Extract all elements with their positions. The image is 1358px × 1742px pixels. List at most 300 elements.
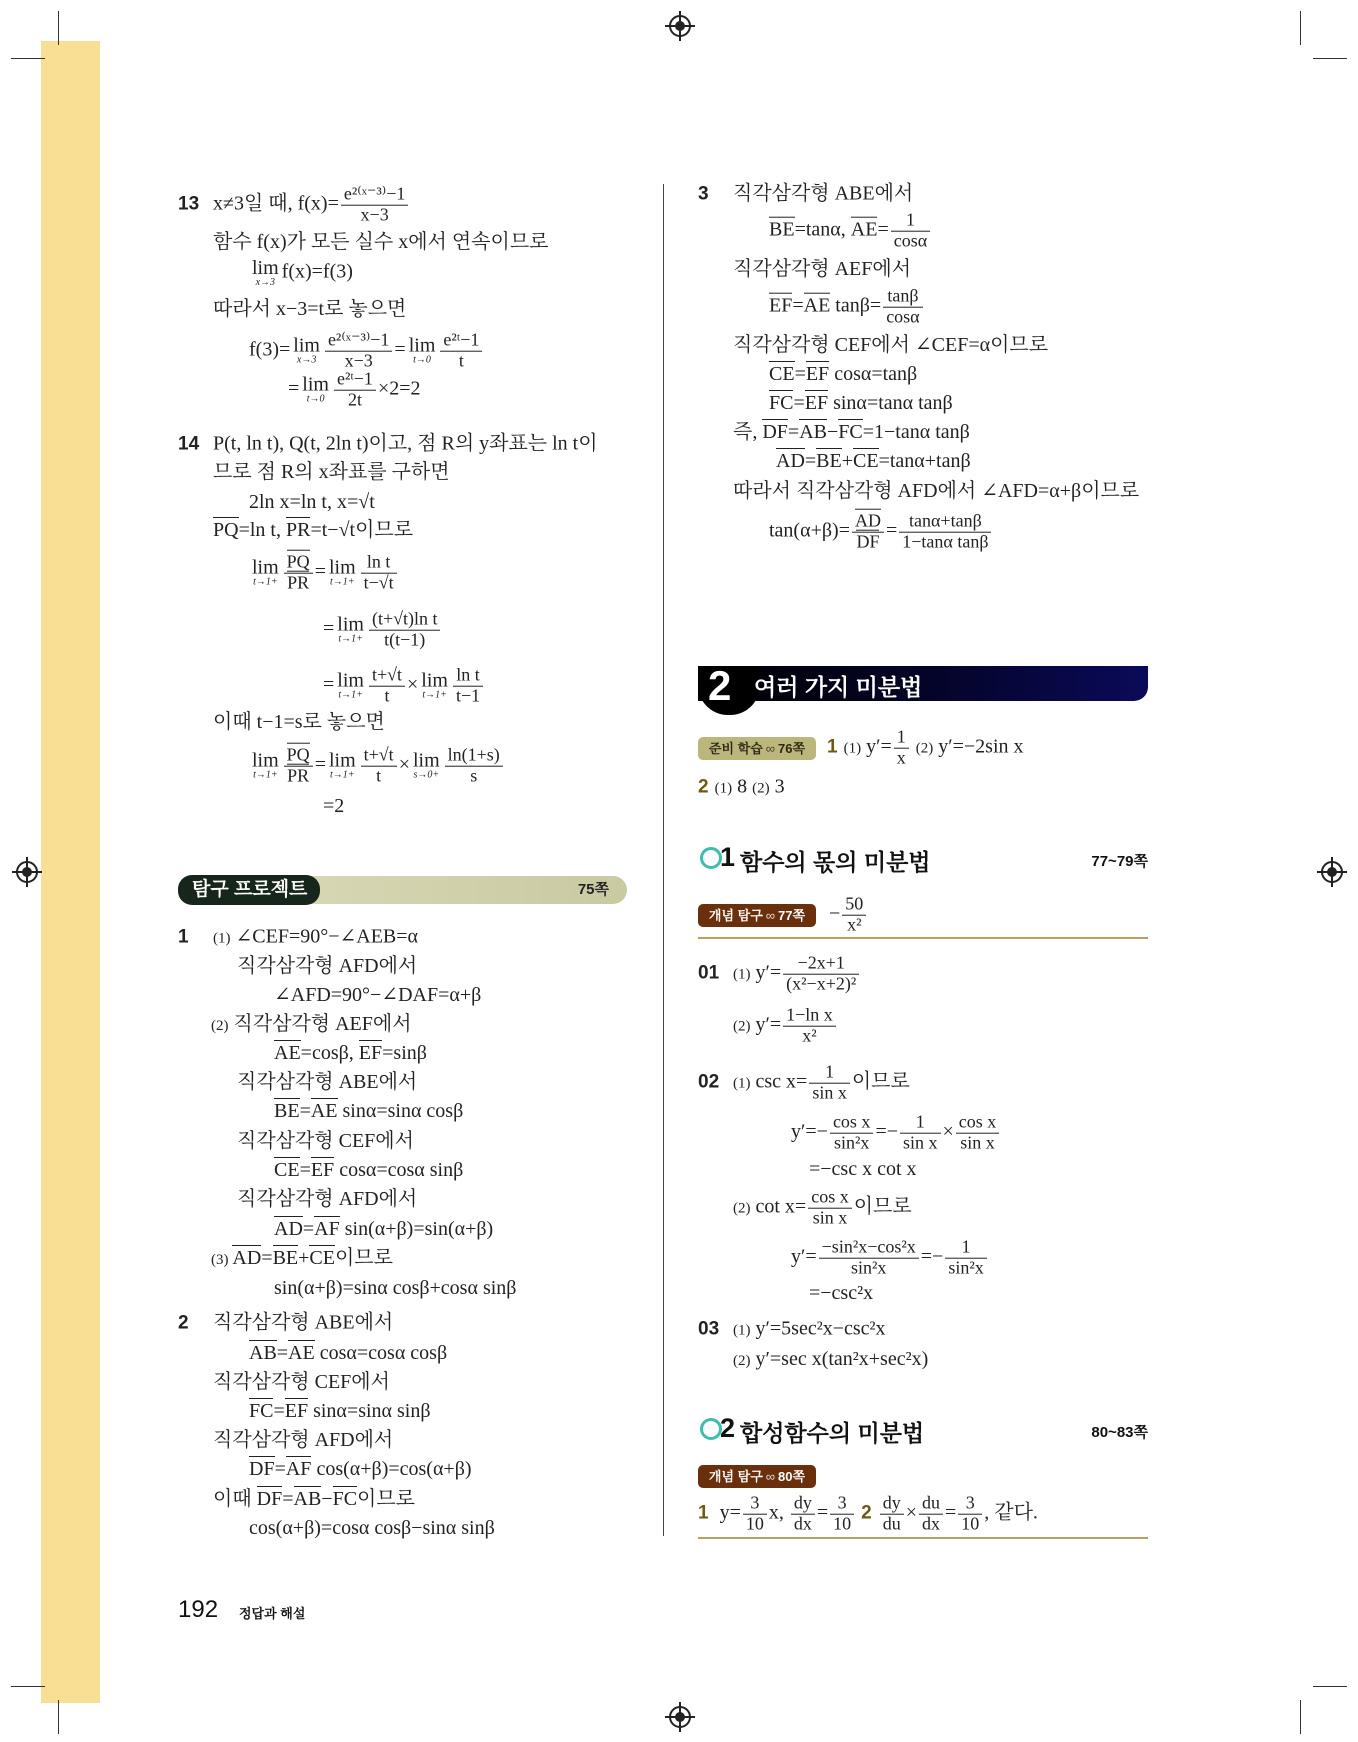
fraction-numerator <box>369 610 441 631</box>
math-text: s <box>470 765 478 786</box>
fraction-denominator <box>842 916 866 936</box>
fraction-numerator <box>325 331 392 352</box>
math-text: y′=sec x(tan²x+sec²x) <box>750 1348 929 1370</box>
answer-line <box>249 746 505 787</box>
fraction-denominator <box>900 1134 941 1154</box>
limit <box>337 671 364 701</box>
crop-mark <box>1313 1686 1347 1687</box>
answer-line <box>769 512 993 553</box>
fraction-denominator <box>361 574 397 594</box>
fraction <box>783 954 859 995</box>
answer-line <box>698 1494 1038 1535</box>
fraction-numerator <box>361 553 397 574</box>
math-text: = <box>877 218 889 241</box>
page-number: 192 <box>178 1596 219 1623</box>
segment-label: BE <box>769 218 795 241</box>
math-text: cos x <box>811 1186 849 1207</box>
fraction-denominator <box>791 1515 815 1535</box>
fraction <box>341 185 408 226</box>
segment-label: AD <box>232 1247 262 1269</box>
answer-line <box>698 182 913 207</box>
math-text: 이므로 <box>851 1070 910 1093</box>
fraction-denominator <box>783 975 859 995</box>
math-text: x <box>896 747 906 768</box>
fraction-numerator <box>900 1113 941 1134</box>
fraction-denominator <box>445 767 503 787</box>
math-text: x−3 <box>360 204 389 225</box>
fraction-numerator <box>361 746 397 767</box>
badge-page: 80쪽 <box>778 1469 806 1484</box>
math-text: =2 <box>323 795 345 817</box>
math-text: = <box>793 392 805 414</box>
math-text: x² <box>847 914 862 935</box>
concept-badge <box>698 904 816 927</box>
math-text: = <box>787 421 800 443</box>
item-number: 2 <box>178 1312 189 1334</box>
math-text: x² <box>802 1025 817 1046</box>
math-text: = <box>792 294 804 317</box>
fraction <box>830 1113 874 1154</box>
crop-mark <box>58 1700 59 1734</box>
segment-label: DF <box>856 531 880 552</box>
math-text: + <box>298 1247 310 1269</box>
limit-word: lim <box>252 557 279 579</box>
answer-line <box>733 1006 838 1047</box>
limit-word: lim <box>408 335 436 357</box>
limit <box>252 258 279 288</box>
segment-label: BE <box>816 450 842 472</box>
math-text: = <box>282 1488 294 1510</box>
limit-subscript: t→1+ <box>338 690 363 701</box>
math-text: cosα <box>886 306 920 327</box>
fraction <box>334 370 376 411</box>
fraction <box>783 1006 836 1047</box>
item-number: 1 <box>698 1502 709 1524</box>
math-text: sinα=sinα sinβ <box>308 1400 431 1422</box>
fraction <box>453 666 483 707</box>
math-group <box>287 550 310 572</box>
answer-line <box>178 432 598 457</box>
math-text: ∠CEF=90°−∠AEB=α <box>230 925 419 948</box>
fraction-denominator <box>956 1134 1000 1154</box>
math-text: t <box>458 350 464 371</box>
math-text: = <box>261 1247 273 1269</box>
math-group <box>287 571 309 593</box>
math-text: 함수 f(x)가 모든 실수 x에서 연속이므로 <box>213 231 549 253</box>
fraction-denominator <box>830 1134 874 1154</box>
segment-label: AD <box>274 1218 303 1240</box>
answer-line <box>213 297 406 321</box>
answer-line <box>733 1188 912 1229</box>
segment-label: AE <box>310 1100 338 1122</box>
sub-item-label: (1) <box>733 1075 751 1092</box>
math-text: 1−ln x <box>786 1004 833 1025</box>
math-text: x, <box>768 1501 789 1524</box>
segment-label: FC <box>249 1400 274 1422</box>
fraction-denominator <box>899 533 991 553</box>
math-text: = <box>794 363 806 385</box>
side-color-strip <box>41 41 100 1703</box>
fraction <box>743 1494 767 1535</box>
topic-header <box>698 1414 1148 1444</box>
crop-mark <box>58 11 59 45</box>
segment-label: CE <box>274 1159 300 1181</box>
chapter-banner <box>698 662 1148 709</box>
math-text: cot x= <box>750 1195 807 1218</box>
limit-subscript: t→1+ <box>253 577 278 588</box>
fraction <box>791 1494 815 1535</box>
segment-label: EF <box>769 294 793 317</box>
fraction-denominator <box>945 1259 986 1279</box>
answer-line <box>274 983 481 1007</box>
answer-line <box>178 1311 393 1336</box>
math-text: 직각삼각형 CEF에서 <box>237 1130 414 1152</box>
badge-label: 개념 탐구 <box>708 908 763 923</box>
answer-line <box>274 1041 427 1065</box>
answer-line <box>791 1238 989 1279</box>
segment-label: BE <box>272 1247 299 1269</box>
topic-number: 1 <box>720 842 736 872</box>
math-text: 2ln x=ln t, x=√t <box>249 491 375 513</box>
limit-subscript: t→1+ <box>338 634 363 645</box>
fraction <box>894 728 909 769</box>
math-text: = <box>273 1400 285 1422</box>
fraction <box>830 1494 854 1535</box>
math-text: y′= <box>861 735 892 758</box>
math-text: 1−tanα tanβ <box>902 531 989 552</box>
fraction-numerator <box>809 1063 850 1084</box>
answer-line <box>249 1341 447 1365</box>
answer-line <box>698 1317 886 1342</box>
fraction-numerator <box>783 954 859 975</box>
segment-label: FC <box>838 421 863 443</box>
answer-line <box>323 666 485 707</box>
topic-pages: 80~83쪽 <box>1091 1424 1148 1441</box>
fraction-numerator <box>830 1494 854 1515</box>
math-text: = <box>804 450 817 472</box>
answer-line <box>829 895 868 936</box>
math-text: cos x <box>958 1111 997 1132</box>
fraction-numerator <box>440 331 482 352</box>
limit-subscript: x→3 <box>255 277 276 288</box>
limit <box>421 671 448 701</box>
fraction <box>369 666 405 707</box>
fraction-numerator <box>369 666 405 687</box>
math-text: sinα=tanα tanβ <box>828 392 953 414</box>
limit-word: lim <box>337 614 364 636</box>
fraction <box>958 1494 982 1535</box>
limit-word: lim <box>252 750 279 772</box>
math-text: ×2=2 <box>377 377 421 400</box>
segment-label: AE <box>803 294 831 317</box>
answer-line <box>733 333 1048 357</box>
fraction-denominator <box>919 1515 943 1535</box>
fraction-numerator <box>819 1238 919 1259</box>
math-text: − <box>321 1488 333 1510</box>
math-text: 직각삼각형 AFD에서 <box>213 1429 394 1451</box>
fraction <box>369 610 441 651</box>
answer-line <box>237 954 417 978</box>
answer-line <box>178 185 410 226</box>
limit-subscript: s→0+ <box>413 770 440 781</box>
segment-label: PR <box>285 519 311 541</box>
math-text: =t−√t이므로 <box>310 519 414 541</box>
segment-label: PR <box>287 765 310 786</box>
answer-line <box>698 1063 910 1104</box>
math-text: y′=− <box>791 1120 828 1143</box>
limit-subscript: t→0 <box>306 394 325 405</box>
math-text: 직각삼각형 ABE에서 <box>733 182 914 205</box>
fraction <box>445 746 503 787</box>
answer-line <box>769 391 953 415</box>
fraction-numerator <box>891 211 930 232</box>
math-text: csc x= <box>750 1070 808 1093</box>
fraction-numerator <box>945 1238 986 1259</box>
math-text: = <box>323 617 335 640</box>
answer-line <box>274 1158 463 1182</box>
answer-line <box>769 287 925 328</box>
math-text: = <box>816 1501 829 1524</box>
segment-label: PR <box>287 572 310 593</box>
segment-label: EF <box>805 363 830 385</box>
fraction <box>852 512 884 553</box>
limit-word: lim <box>302 374 329 396</box>
fraction-denominator <box>852 533 884 553</box>
math-text: dx <box>922 1513 940 1534</box>
answer-line <box>323 610 442 651</box>
badge-page: 76쪽 <box>778 741 806 756</box>
item-number: 3 <box>698 183 709 205</box>
badge-page: 77쪽 <box>778 908 806 923</box>
answer-line <box>769 211 932 252</box>
math-text: =−csc x cot x <box>809 1158 917 1180</box>
segment-label: AD <box>854 510 881 531</box>
math-text: + <box>841 450 854 472</box>
math-text: f(3)= <box>249 338 291 361</box>
math-text: e²ᵗ−1 <box>443 329 480 350</box>
math-text: = <box>394 338 406 361</box>
segment-label: AF <box>314 1218 340 1240</box>
limit-word: lim <box>293 335 320 357</box>
math-text: (t+√t)ln t <box>371 608 438 629</box>
fraction <box>880 1494 904 1535</box>
math-text: ∠AFD=90°−∠DAF=α+β <box>274 984 482 1006</box>
math-text: × <box>398 753 410 776</box>
item-number: 01 <box>698 962 720 984</box>
topic-title: 함수의 몫의 미분법 <box>740 849 931 875</box>
math-text: t(t−1) <box>384 629 426 650</box>
item-number: 13 <box>178 193 200 215</box>
math-text: =1−tanα tanβ <box>862 421 970 443</box>
limit <box>329 558 356 588</box>
math-text: × <box>905 1501 917 1524</box>
registration-mark-icon <box>669 15 691 37</box>
fraction-numerator <box>783 1006 836 1027</box>
fraction-numerator <box>791 1494 815 1515</box>
fraction-denominator <box>958 1515 982 1535</box>
limit-subscript: t→1+ <box>253 770 278 781</box>
fraction <box>325 331 392 372</box>
fraction <box>361 746 397 787</box>
answer-line <box>733 257 911 281</box>
chapter-title: 여러 가지 미분법 <box>754 674 923 700</box>
limit-word: lim <box>421 670 448 692</box>
math-text: 이므로 <box>853 1195 912 1218</box>
math-text: 이므로 <box>334 1247 393 1269</box>
answer-line <box>213 1428 393 1452</box>
math-text: y′= <box>791 1245 817 1268</box>
math-text: 즉, <box>733 421 763 443</box>
math-text: 10 <box>833 1513 852 1534</box>
fraction-denominator <box>341 206 408 226</box>
fraction <box>945 1238 986 1279</box>
answer-line <box>213 460 450 484</box>
fraction-numerator <box>958 1494 982 1515</box>
answer-line <box>809 1157 917 1181</box>
answer-line <box>249 1457 472 1481</box>
fraction-numerator <box>743 1494 767 1515</box>
math-group <box>855 509 881 531</box>
fraction-denominator <box>361 767 397 787</box>
limit <box>302 375 329 405</box>
fraction-denominator <box>808 1209 852 1229</box>
answer-line <box>274 1217 493 1241</box>
math-text: t−√t <box>363 572 394 593</box>
math-text: e²⁽ˣ⁻³⁾−1 <box>343 183 406 204</box>
link-icon: ∞ <box>765 1469 776 1484</box>
fraction-numerator <box>830 1113 874 1134</box>
math-text: t+√t <box>371 664 402 685</box>
answer-line <box>211 1012 412 1036</box>
footer-title: 정답과 해설 <box>239 1606 306 1621</box>
math-text: cosα=tanβ <box>829 363 918 385</box>
math-text: dx <box>793 1513 812 1534</box>
math-text: 이때 <box>213 1488 257 1510</box>
math-text: 10 <box>961 1513 980 1534</box>
math-text: =sinβ <box>382 1042 427 1064</box>
math-text: 직각삼각형 AEF에서 <box>228 1013 412 1035</box>
segment-label: AE <box>274 1042 301 1064</box>
math-text: =tanα+tanβ <box>878 450 971 472</box>
answer-line <box>249 490 375 514</box>
item-number: 1 <box>178 926 189 948</box>
math-text: 8 <box>732 775 753 798</box>
math-text: 따라서 직각삼각형 AFD에서 ∠AFD=α+β이므로 <box>733 480 1140 502</box>
math-text: 1 <box>905 209 915 230</box>
registration-mark-icon <box>16 861 38 883</box>
fraction <box>899 512 991 553</box>
topic-title: 합성함수의 미분법 <box>740 1420 925 1446</box>
math-text: 이때 t−1=s로 놓으면 <box>213 711 385 733</box>
math-text: cos(α+β)=cos(α+β) <box>311 1458 472 1480</box>
limit <box>252 558 279 588</box>
crop-mark <box>1300 11 1301 45</box>
fraction <box>842 895 866 936</box>
fraction-denominator <box>440 352 482 372</box>
limit-subscript: t→1+ <box>330 770 355 781</box>
fraction-denominator <box>830 1515 854 1535</box>
answer-line <box>769 362 917 386</box>
limit-word: lim <box>328 750 356 772</box>
math-text: 1 <box>825 1061 835 1082</box>
math-text: = <box>314 560 326 583</box>
fraction-denominator <box>453 687 483 707</box>
fraction-denominator <box>284 767 313 787</box>
math-text: y= <box>714 1501 741 1524</box>
math-text: 1 <box>915 1111 925 1132</box>
math-group <box>287 743 310 765</box>
math-text: du <box>922 1492 940 1513</box>
segment-label: EF <box>358 1042 383 1064</box>
sub-item-label: (2) <box>733 1200 751 1217</box>
segment-label: AB <box>293 1488 322 1510</box>
math-text: sin x <box>960 1132 995 1153</box>
math-text: sin x <box>812 1082 847 1103</box>
math-text: 직각삼각형 AFD에서 <box>237 955 418 977</box>
math-text: x≠3일 때, f(x)= <box>213 192 339 215</box>
sub-item-label: (1) <box>714 780 733 797</box>
math-text: sin(α+β)=sin(α+β) <box>339 1218 494 1240</box>
math-text: , 같다. <box>984 1501 1038 1524</box>
crop-mark <box>11 58 45 59</box>
math-text: −2x+1 <box>797 952 845 973</box>
answer-line <box>213 1487 415 1511</box>
math-text: dy <box>793 1492 812 1513</box>
fraction-numerator <box>883 287 922 308</box>
fraction <box>808 1188 852 1229</box>
math-text: 50 <box>845 893 864 914</box>
math-text: = <box>885 519 898 542</box>
fraction-denominator <box>891 232 930 252</box>
math-text: cosα <box>893 230 928 251</box>
segment-label: DF <box>762 421 788 443</box>
project-banner-label: 탐구 프로젝트 <box>178 875 320 905</box>
math-text: y′= <box>750 1013 782 1036</box>
topic-pages: 77~79쪽 <box>1091 853 1148 870</box>
fraction-denominator <box>284 574 313 594</box>
answer-line <box>698 775 785 800</box>
segment-label: PQ <box>286 744 310 765</box>
math-text: tan(α+β)= <box>769 519 850 542</box>
segment-label: EF <box>284 1400 309 1422</box>
limit-word: lim <box>337 670 364 692</box>
math-text: − <box>826 421 839 443</box>
sub-item-label: (2) <box>733 1353 751 1369</box>
chapter-number: 2 <box>708 662 732 709</box>
fraction-denominator <box>894 749 909 769</box>
item-number: 02 <box>698 1071 720 1093</box>
fraction <box>900 1113 941 1154</box>
math-text: = <box>945 1501 957 1524</box>
fraction <box>361 553 397 594</box>
segment-label: DF <box>256 1488 283 1510</box>
sub-item-label: (1) <box>213 930 231 947</box>
fraction-denominator <box>334 391 376 411</box>
math-text: ln t <box>366 551 391 572</box>
limit <box>252 751 279 781</box>
math-text: x−3 <box>344 350 373 371</box>
math-text: sin²x <box>948 1257 984 1278</box>
fraction-numerator <box>453 666 483 687</box>
math-text: 3 <box>965 1492 975 1513</box>
fraction-denominator <box>743 1515 767 1535</box>
math-text: 이므로 <box>357 1488 416 1510</box>
math-text: 1 <box>961 1236 971 1257</box>
answer-line <box>249 258 353 288</box>
segment-label: FC <box>332 1488 358 1510</box>
item-number: 1 <box>827 736 838 758</box>
fraction-denominator <box>369 687 405 707</box>
